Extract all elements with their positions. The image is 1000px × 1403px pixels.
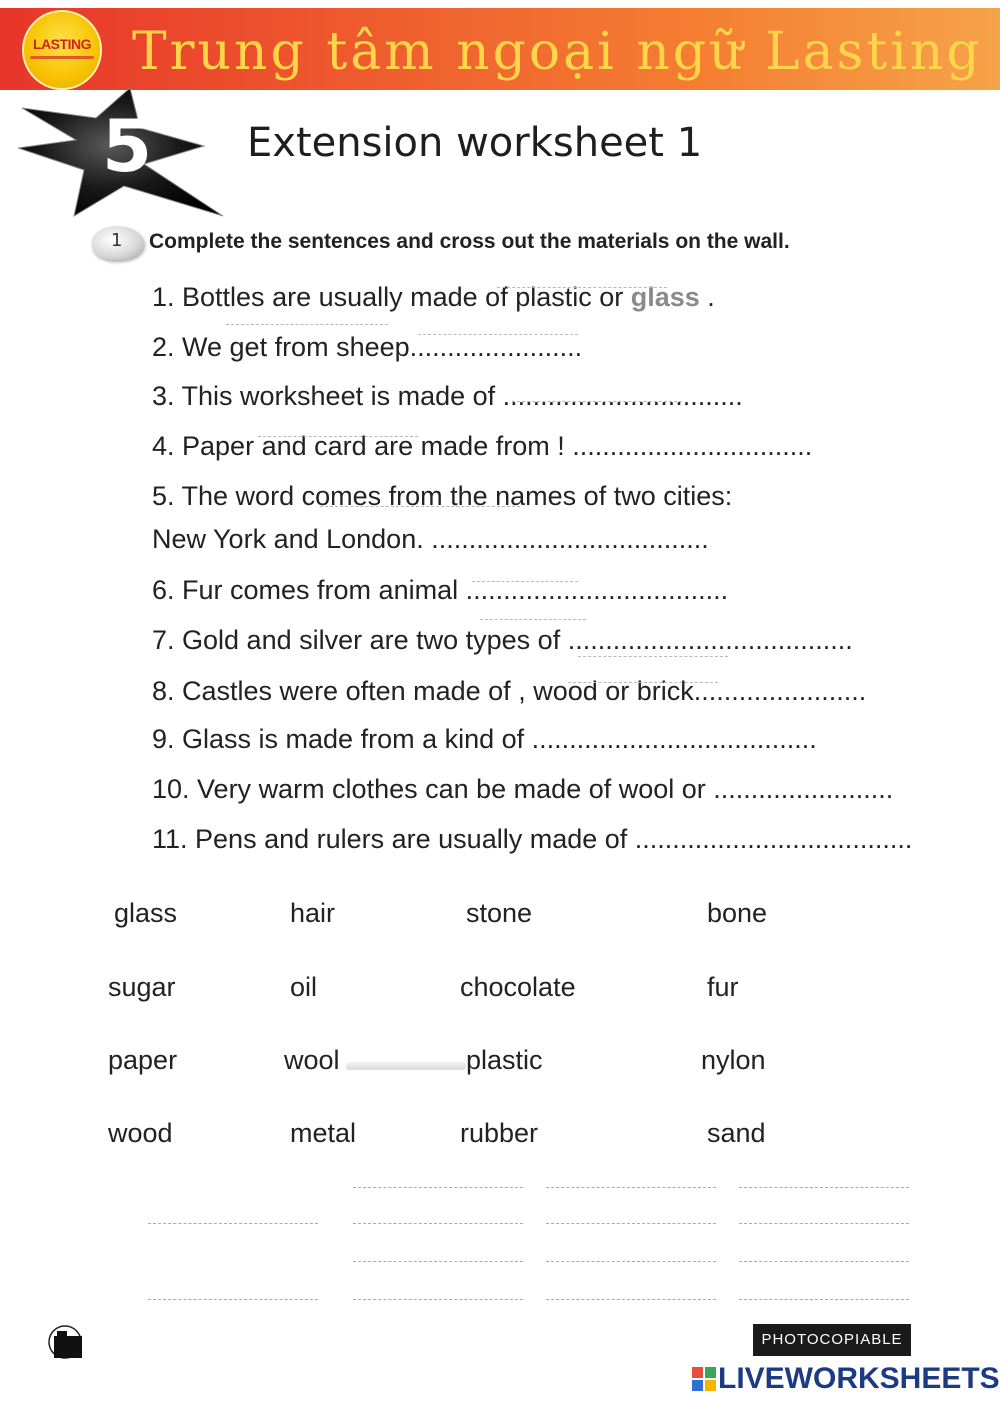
writing-line[interactable] (739, 1261, 909, 1262)
writing-line[interactable] (353, 1261, 523, 1262)
answer-box-trace (472, 581, 578, 582)
wall-word-plastic[interactable]: plastic (466, 1045, 543, 1075)
liveworksheets-icon (692, 1367, 716, 1391)
wall-word-fur[interactable]: fur (707, 972, 739, 1002)
exercise-number: 1 (111, 230, 123, 251)
writing-line[interactable] (739, 1299, 909, 1300)
liveworksheets-text: LIVEWORKSHEETS (718, 1362, 1000, 1395)
answer-box-trace (512, 401, 682, 402)
sentence-6: 6. Fur comes from animal ................................... (152, 575, 729, 605)
worksheet-title: Extension worksheet 1 (247, 120, 703, 166)
logo-text: LASTING (33, 36, 91, 52)
writing-line[interactable] (353, 1187, 523, 1188)
banner-title: Trung tâm ngoại ngữ Lasting (132, 22, 983, 82)
lasting-logo (22, 10, 102, 90)
writing-line[interactable] (546, 1187, 716, 1188)
writing-line[interactable] (546, 1299, 716, 1300)
wall-word-oil[interactable]: oil (290, 972, 318, 1002)
writing-line[interactable] (148, 1299, 318, 1300)
sentence-2: 2. We get from sheep....................... (152, 332, 583, 362)
writing-line[interactable] (148, 1223, 318, 1224)
answer-box-trace (497, 287, 667, 288)
sentence-10: 10. Very warm clothes can be made of wool or ........................ (152, 774, 894, 804)
ghost-bar (346, 1062, 466, 1070)
writing-line[interactable] (353, 1223, 523, 1224)
wall-word-wood[interactable]: wood (108, 1118, 173, 1148)
header-banner (0, 8, 1000, 90)
wall-word-stone[interactable]: stone (466, 898, 533, 928)
photocopiable-label: PHOTOCOPIABLE (753, 1324, 911, 1356)
answer-glass[interactable]: glass (630, 282, 700, 312)
writing-line[interactable] (546, 1223, 716, 1224)
sentence-5-cont: New York and London. ..................................... (152, 524, 709, 554)
writing-line[interactable] (546, 1261, 716, 1262)
writing-line[interactable] (739, 1187, 909, 1188)
wall-word-bone[interactable]: bone (707, 898, 768, 928)
wall-word-rubber[interactable]: rubber (460, 1118, 539, 1148)
answer-box-trace (578, 656, 728, 657)
wall-word-sugar[interactable]: sugar (108, 972, 176, 1002)
writing-line[interactable] (353, 1299, 523, 1300)
sentence-8: 8. Castles were often made of , wood or brick....................... (152, 676, 867, 706)
sentence-5: 5. The word comes from the names of two cities: (152, 481, 733, 511)
wall-word-nylon[interactable]: nylon (701, 1045, 766, 1075)
answer-box-trace (320, 506, 520, 507)
wall-word-sand[interactable]: sand (707, 1118, 766, 1148)
answer-box-trace (568, 682, 718, 683)
wall-word-metal[interactable]: metal (290, 1118, 357, 1148)
wall-word-glass[interactable]: glass (114, 898, 178, 928)
logo-swoosh (30, 56, 94, 59)
wall-word-paper[interactable]: paper (108, 1045, 178, 1075)
answer-box-trace (258, 436, 418, 437)
sentence-1: 1. Bottles are usually made of plastic or glass . (152, 282, 715, 312)
sentence-9: 9. Glass is made from a kind of ...................................... (152, 724, 817, 754)
unit-number: 5 (102, 104, 153, 188)
sentence-11: 11. Pens and rulers are usually made of ..................................... (152, 824, 913, 854)
wall-word-wool[interactable]: wool (284, 1045, 340, 1075)
answer-box-trace (480, 619, 586, 620)
exercise-instruction: Complete the sentences and cross out the materials on the wall. (149, 230, 790, 253)
answer-box-trace (418, 334, 578, 335)
sentence-3: 3. This worksheet is made of ................................ (152, 381, 743, 411)
wall-word-chocolate[interactable]: chocolate (460, 972, 576, 1002)
liveworksheets-logo[interactable] (692, 1362, 1000, 1395)
sentence-4: 4. Paper and card are made from ! ................................ (152, 431, 813, 461)
answer-box-trace (226, 324, 388, 325)
page-corner-icon (47, 1324, 83, 1360)
wall-word-hair[interactable]: hair (290, 898, 336, 928)
writing-line[interactable] (739, 1223, 909, 1224)
sentence-7: 7. Gold and silver are two types of ...................................... (152, 625, 853, 655)
